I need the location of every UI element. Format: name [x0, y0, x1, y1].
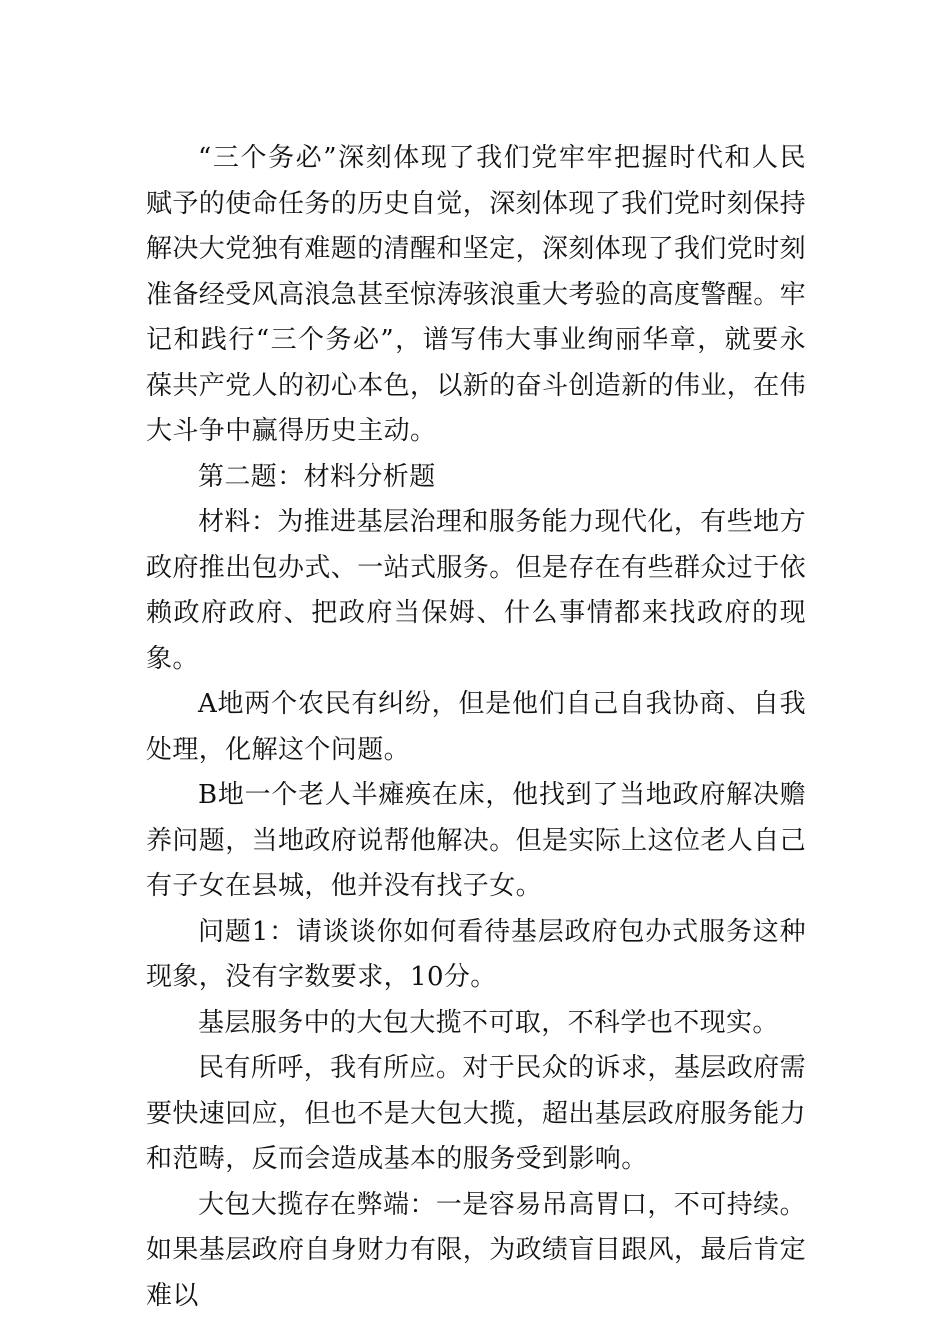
heading-question-two: 第二题：材料分析题: [198, 461, 436, 492]
document-body: [146, 136, 806, 1319]
paragraph-answer-thesis: 基层服务中的大包大揽不可取，不科学也不现实。: [198, 1007, 779, 1038]
paragraph-answer-response: 民有所呼，我有所应。对于民众的诉求，基层政府需要快速回应，但也不是大包大揽，超出基层政府服务能力和范畴，反而会造成基本的服务受到影响。: [146, 1053, 807, 1174]
paragraph-question-one: 问题1：请谈谈你如何看待基层政府包办式服务这种现象，没有字数要求，10分。: [146, 916, 806, 992]
paragraph-answer-drawbacks: 大包大揽存在弊端：一是容易吊高胃口，不可持续。如果基层政府自身财力有限，为政绩盲目跟风，最后肯定难以: [146, 1189, 807, 1311]
paragraph-three-musts: “三个务必”深刻体现了我们党牢牢把握时代和人民赋予的使命任务的历史自觉，深刻体现了我们党时刻保持解决大党独有难题的清醒和坚定，深刻体现了我们党时刻准备经受风高浪急甚至惊涛骇浪重大考验的高度警醒。牢记和践行“三个务必”，谱写伟大事业绚丽华章，就要永葆共产党人的初心本色，以新的奋斗创造新的伟业，在伟大斗争中赢得历史主动。: [146, 143, 807, 446]
paragraph-case-a: A地两个农民有纠纷，但是他们自己自我协商、自我处理，化解这个问题。: [146, 689, 806, 765]
paragraph-material: 材料：为推进基层治理和服务能力现代化，有些地方政府推出包办式、一站式服务。但是存在有些群众过于依赖政府政府、把政府当保姆、什么事情都来找政府的现象。: [146, 507, 807, 674]
paragraph-case-b: B地一个老人半瘫痪在床，他找到了当地政府解决赡养问题，当地政府说帮他解决。但是实际上这位老人自己有子女在县城，他并没有找子女。: [146, 780, 807, 901]
